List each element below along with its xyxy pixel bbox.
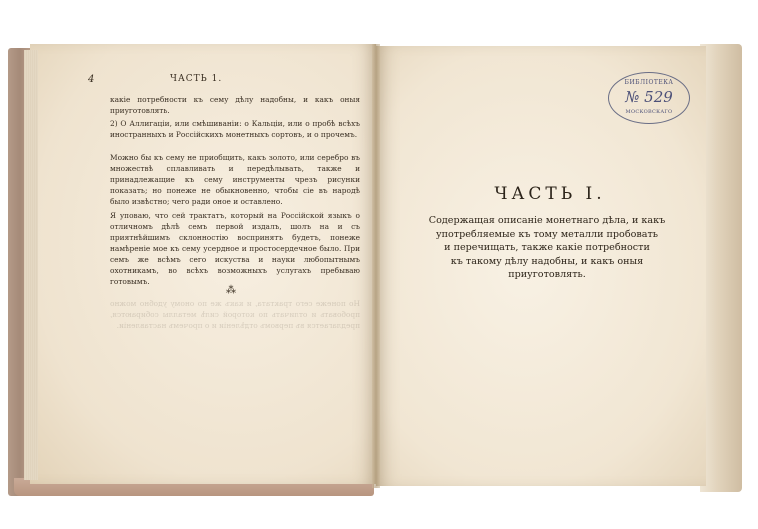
subtitle-line: приуготовлять. [508,269,586,280]
book-gutter [372,44,380,488]
left-paragraph-4: Я уповаю, что сей трактатъ, который на Россiйской языкъ о отличномъ дѣлѣ семъ первой издалъ, шолъ на и съ приятнѣйшимъ склонностiю воспринятъ будетъ, понеже намѣренiе мое къ сему усердное и простосердечное было. При семъ же всѣмъ сего искуства и науки любопытнымъ охотникамъ, во всѣхъ возможныхъ услугахъ пребываю готовымъ. [110,211,360,286]
part-heading: ЧАСТЬ I. [494,184,606,204]
running-head: ЧАСТЬ 1. [170,74,223,84]
page-number: 4 [88,74,95,85]
left-paragraph-3: Можно бы къ сему не приобщить, какъ золото, или серебро въ множествѣ сплавливать и передѣлывать, также и принадлежащие къ сему инструменты чрезъ рисунки показать; но понеже не обыкновенно, чтобы сiе въ народѣ было извѣстно; чего ради оное и оставлено. [110,153,360,206]
subtitle-line: Содержащая описанiе монетнаго дѣла, и какъ [428,215,666,226]
part-subtitle [408,214,686,282]
book-page-block-right [700,44,742,492]
stamp-top-text: БИБЛIОТЕКА [624,79,674,86]
stamp-bottom-text: МОСКОВСКАГО [625,109,673,115]
left-paragraph-1: какiе потребности къ сему дѣлу надобны, и какъ оныя приуготовлять. [110,95,360,115]
subtitle-line: употребляемые къ тому металли пробовать [435,228,659,240]
stamp-number: № 529 [625,88,673,106]
subtitle-line: и перечищать, также какiе потребности [444,242,650,253]
subtitle-line: къ такому дѣлу надобны, и какъ оныя [450,255,644,267]
page-ornament: ⁂ [226,285,236,296]
left-paragraph-2: 2) О Аллигацiи, или смѣшиванiи: о Кальцiи, или о пробѣ всѣхъ иностранныхъ и Россiйскихъ монетныхъ сортовъ, и о прочемъ. [110,119,360,139]
show-through-text: Но понеже сего трактата, и какъ же по оному удобно можно пробовать и отличать по которой силѣ металлы собираются, предлагается въ первомъ отдѣленiи и о прочемъ наставленiи. [110,299,360,330]
library-stamp [608,72,690,124]
page-edges-left [24,50,38,480]
